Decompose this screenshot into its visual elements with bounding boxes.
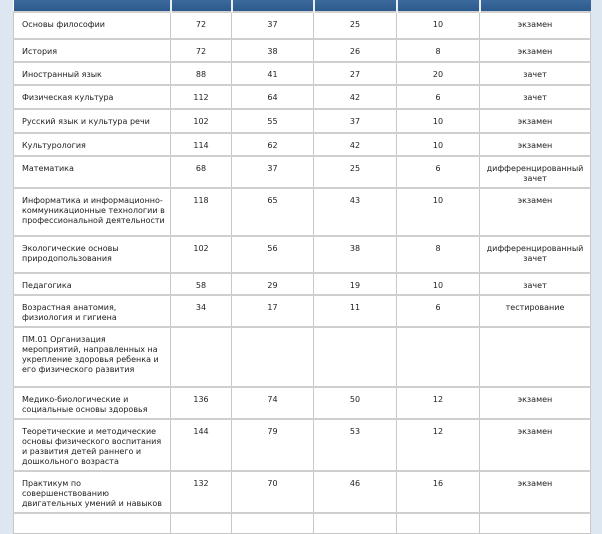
classroom-hours-cell xyxy=(232,327,314,387)
lecture-hours-cell: 27 xyxy=(314,62,397,85)
table-row xyxy=(14,387,591,419)
total-hours-cell xyxy=(171,327,232,387)
table-row xyxy=(14,419,591,471)
assessment-form-cell: экзамен xyxy=(480,419,591,471)
practice-hours-cell xyxy=(397,327,480,387)
total-hours-cell: 112 xyxy=(171,85,232,109)
lecture-hours-cell: 43 xyxy=(314,188,397,236)
assessment-form-cell xyxy=(480,327,591,387)
classroom-hours-cell: 38 xyxy=(232,39,314,62)
assessment-form-cell: дифференцированный зачет xyxy=(480,156,591,188)
header-cell xyxy=(314,0,397,12)
classroom-hours-cell: 64 xyxy=(232,85,314,109)
lecture-hours-cell xyxy=(314,513,397,533)
lecture-hours-cell xyxy=(314,327,397,387)
classroom-hours-cell: 55 xyxy=(232,109,314,133)
lecture-hours-cell: 42 xyxy=(314,133,397,156)
table-row xyxy=(14,12,591,39)
classroom-hours-cell: 41 xyxy=(232,62,314,85)
lecture-hours-cell: 53 xyxy=(314,419,397,471)
assessment-form-cell: тестирование xyxy=(480,295,591,327)
total-hours-cell: 102 xyxy=(171,236,232,273)
table-row xyxy=(14,62,591,85)
total-hours-cell: 118 xyxy=(171,188,232,236)
total-hours-cell: 102 xyxy=(171,109,232,133)
total-hours-cell: 72 xyxy=(171,39,232,62)
table-row xyxy=(14,109,591,133)
curriculum-table-container xyxy=(13,0,590,534)
classroom-hours-cell: 29 xyxy=(232,273,314,295)
lecture-hours-cell: 11 xyxy=(314,295,397,327)
assessment-form-cell xyxy=(480,513,591,533)
subject-name-cell: Возрастная анатомия, физиология и гигиена xyxy=(14,295,171,327)
practice-hours-cell: 12 xyxy=(397,419,480,471)
table-row xyxy=(14,85,591,109)
assessment-form-cell: экзамен xyxy=(480,471,591,513)
total-hours-cell: 132 xyxy=(171,471,232,513)
lecture-hours-cell: 25 xyxy=(314,156,397,188)
lecture-hours-cell: 46 xyxy=(314,471,397,513)
subject-name-cell: Математика xyxy=(14,156,171,188)
total-hours-cell: 34 xyxy=(171,295,232,327)
subject-name-cell: Русский язык и культура речи xyxy=(14,109,171,133)
subject-name-cell: Основы философии xyxy=(14,12,171,39)
total-hours-cell: 136 xyxy=(171,387,232,419)
header-cell xyxy=(14,0,171,12)
subject-name-cell: Физическая культура xyxy=(14,85,171,109)
practice-hours-cell: 8 xyxy=(397,39,480,62)
assessment-form-cell: зачет xyxy=(480,273,591,295)
practice-hours-cell xyxy=(397,513,480,533)
assessment-form-cell: зачет xyxy=(480,62,591,85)
subject-name-cell: Информатика и информационно-коммуникационные технологии в профессиональной деятельности xyxy=(14,188,171,236)
table-header xyxy=(14,0,591,12)
lecture-hours-cell: 19 xyxy=(314,273,397,295)
practice-hours-cell: 8 xyxy=(397,236,480,273)
subject-name-cell: Культурология xyxy=(14,133,171,156)
table-row xyxy=(14,273,591,295)
total-hours-cell: 88 xyxy=(171,62,232,85)
practice-hours-cell: 6 xyxy=(397,85,480,109)
table-row xyxy=(14,513,591,533)
subject-name-cell xyxy=(14,513,171,533)
subject-name-cell: Практикум по совершенствованию двигательных умений и навыков xyxy=(14,471,171,513)
assessment-form-cell: экзамен xyxy=(480,39,591,62)
assessment-form-cell: зачет xyxy=(480,85,591,109)
assessment-form-cell: дифференцированный зачет xyxy=(480,236,591,273)
classroom-hours-cell: 74 xyxy=(232,387,314,419)
subject-name-cell: История xyxy=(14,39,171,62)
practice-hours-cell: 10 xyxy=(397,12,480,39)
practice-hours-cell: 16 xyxy=(397,471,480,513)
subject-name-cell: Теоретические и методические основы физического воспитания и развития детей раннего и дошкольного возраста xyxy=(14,419,171,471)
total-hours-cell: 58 xyxy=(171,273,232,295)
assessment-form-cell: экзамен xyxy=(480,188,591,236)
header-cell xyxy=(171,0,232,12)
lecture-hours-cell: 26 xyxy=(314,39,397,62)
practice-hours-cell: 6 xyxy=(397,295,480,327)
assessment-form-cell: экзамен xyxy=(480,387,591,419)
table-row xyxy=(14,327,591,387)
classroom-hours-cell: 37 xyxy=(232,12,314,39)
practice-hours-cell: 12 xyxy=(397,387,480,419)
subject-name-cell: Медико-биологические и социальные основы здоровья xyxy=(14,387,171,419)
practice-hours-cell: 10 xyxy=(397,188,480,236)
total-hours-cell: 72 xyxy=(171,12,232,39)
lecture-hours-cell: 25 xyxy=(314,12,397,39)
table-row xyxy=(14,39,591,62)
subject-name-cell: ПМ.01 Организация мероприятий, направленных на укрепление здоровья ребенка и его физического развития xyxy=(14,327,171,387)
total-hours-cell: 144 xyxy=(171,419,232,471)
lecture-hours-cell: 37 xyxy=(314,109,397,133)
total-hours-cell: 114 xyxy=(171,133,232,156)
practice-hours-cell: 10 xyxy=(397,109,480,133)
practice-hours-cell: 10 xyxy=(397,273,480,295)
practice-hours-cell: 10 xyxy=(397,133,480,156)
table-body xyxy=(14,12,591,533)
classroom-hours-cell: 79 xyxy=(232,419,314,471)
lecture-hours-cell: 42 xyxy=(314,85,397,109)
classroom-hours-cell: 56 xyxy=(232,236,314,273)
curriculum-table xyxy=(13,0,591,534)
table-row xyxy=(14,295,591,327)
classroom-hours-cell: 17 xyxy=(232,295,314,327)
table-row xyxy=(14,471,591,513)
lecture-hours-cell: 38 xyxy=(314,236,397,273)
total-hours-cell: 68 xyxy=(171,156,232,188)
classroom-hours-cell: 65 xyxy=(232,188,314,236)
practice-hours-cell: 6 xyxy=(397,156,480,188)
subject-name-cell: Педагогика xyxy=(14,273,171,295)
table-row xyxy=(14,133,591,156)
header-cell xyxy=(397,0,480,12)
classroom-hours-cell: 70 xyxy=(232,471,314,513)
total-hours-cell xyxy=(171,513,232,533)
subject-name-cell: Экологические основы природопользования xyxy=(14,236,171,273)
practice-hours-cell: 20 xyxy=(397,62,480,85)
classroom-hours-cell: 37 xyxy=(232,156,314,188)
assessment-form-cell: экзамен xyxy=(480,133,591,156)
classroom-hours-cell xyxy=(232,513,314,533)
table-row xyxy=(14,188,591,236)
assessment-form-cell: экзамен xyxy=(480,12,591,39)
table-row xyxy=(14,236,591,273)
header-cell xyxy=(480,0,591,12)
classroom-hours-cell: 62 xyxy=(232,133,314,156)
lecture-hours-cell: 50 xyxy=(314,387,397,419)
table-row xyxy=(14,156,591,188)
subject-name-cell: Иностранный язык xyxy=(14,62,171,85)
assessment-form-cell: экзамен xyxy=(480,109,591,133)
header-cell xyxy=(232,0,314,12)
